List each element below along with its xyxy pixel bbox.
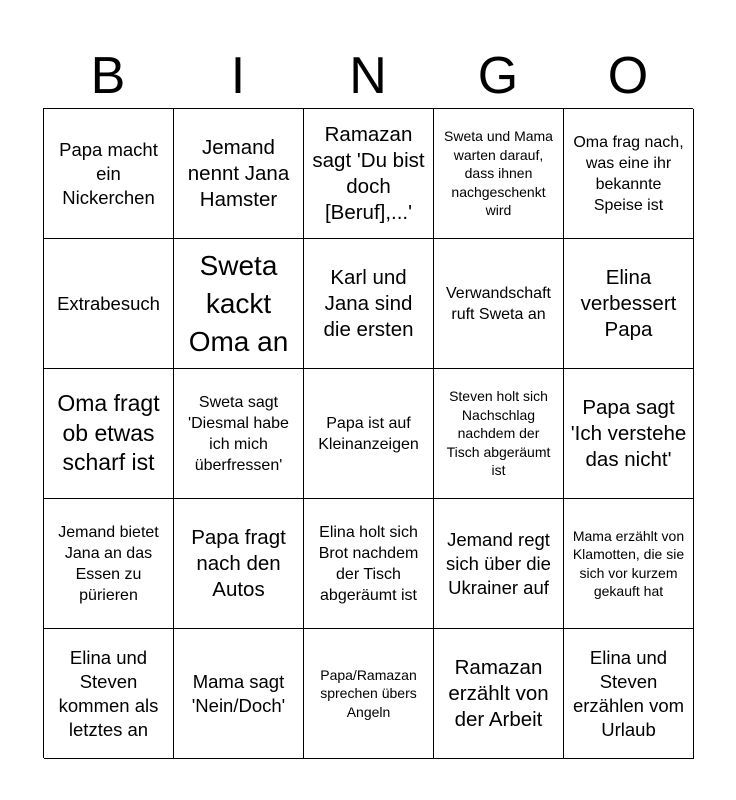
bingo-cell[interactable]: Steven holt sich Nachschlag nachdem der Tisch abgeräumt ist <box>434 369 564 499</box>
header-letter-g: G <box>477 47 519 105</box>
bingo-cell[interactable]: Papa/Ramazan sprechen übers Angeln <box>304 629 434 759</box>
bingo-grid <box>43 108 693 758</box>
bingo-cell[interactable]: Sweta sagt 'Diesmal habe ich mich überfressen' <box>174 369 304 499</box>
header-letter-b: B <box>90 47 126 105</box>
bingo-cell[interactable]: Mama erzählt von Klamotten, die sie sich vor kurzem gekauft hat <box>564 499 694 629</box>
bingo-cell[interactable]: Karl und Jana sind die ersten <box>304 239 434 369</box>
bingo-cell[interactable]: Sweta kackt Oma an <box>174 239 304 369</box>
bingo-cell[interactable]: Papa sagt 'Ich verstehe das nicht' <box>564 369 694 499</box>
bingo-cell[interactable]: Extrabesuch <box>44 239 174 369</box>
bingo-cell[interactable]: Papa macht ein Nickerchen <box>44 109 174 239</box>
bingo-cell[interactable]: Sweta und Mama warten darauf, dass ihnen nachgeschenkt wird <box>434 109 564 239</box>
bingo-cell[interactable]: Jemand bietet Jana an das Essen zu pürieren <box>44 499 174 629</box>
bingo-header <box>43 44 693 108</box>
bingo-cell[interactable]: Oma frag nach, was eine ihr bekannte Speise ist <box>564 109 694 239</box>
bingo-cell[interactable]: Verwandschaft ruft Sweta an <box>434 239 564 369</box>
header-letter-n: N <box>349 47 387 105</box>
bingo-cell[interactable]: Papa ist auf Kleinanzeigen <box>304 369 434 499</box>
bingo-cell[interactable]: Elina und Steven kommen als letztes an <box>44 629 174 759</box>
header-letter-i: I <box>230 47 246 105</box>
bingo-cell[interactable]: Elina holt sich Brot nachdem der Tisch abgeräumt ist <box>304 499 434 629</box>
bingo-cell[interactable]: Oma fragt ob etwas scharf ist <box>44 369 174 499</box>
header-letter-o: O <box>607 47 649 105</box>
bingo-cell[interactable]: Jemand regt sich über die Ukrainer auf <box>434 499 564 629</box>
bingo-cell[interactable]: Papa fragt nach den Autos <box>174 499 304 629</box>
bingo-cell[interactable]: Mama sagt 'Nein/Doch' <box>174 629 304 759</box>
bingo-cell[interactable]: Elina verbessert Papa <box>564 239 694 369</box>
bingo-cell[interactable]: Ramazan erzählt von der Arbeit <box>434 629 564 759</box>
bingo-cell[interactable]: Jemand nennt Jana Hamster <box>174 109 304 239</box>
bingo-cell[interactable]: Ramazan sagt 'Du bist doch [Beruf],...' <box>304 109 434 239</box>
bingo-cell[interactable]: Elina und Steven erzählen vom Urlaub <box>564 629 694 759</box>
